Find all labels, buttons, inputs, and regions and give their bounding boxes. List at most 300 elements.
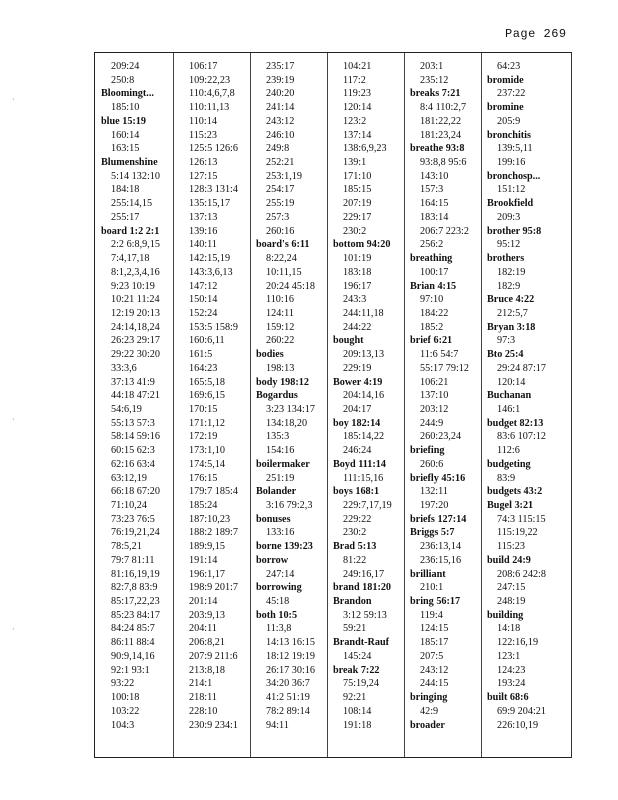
index-reference: 185:2 — [420, 321, 444, 333]
index-headword: bronchosp... — [487, 170, 541, 182]
index-reference: 229:7,17,19 — [343, 500, 392, 511]
index-headword: body 198:12 — [256, 376, 309, 388]
index-reference: 235:17 — [266, 61, 295, 72]
index-reference: 125:5 126:6 — [189, 143, 238, 155]
index-reference: 161:5 — [189, 349, 213, 361]
index-reference: 85:23 84:17 — [111, 609, 160, 621]
index-reference: 76:19,21,24 — [111, 527, 160, 539]
index-reference: 196:1,17 — [189, 568, 225, 580]
index-reference: 104:3 — [111, 719, 135, 731]
index-headword: both 10:5 — [256, 609, 298, 621]
index-reference: 81:16,19,19 — [111, 568, 160, 580]
index-reference: 247:15 — [497, 582, 526, 594]
index-reference: 59:21 — [343, 623, 367, 635]
index-reference: 249:16,17 — [343, 568, 385, 580]
index-headword: briefing — [410, 445, 445, 457]
index-reference: 93:22 — [111, 678, 135, 690]
index-reference: 255:14,15 — [111, 198, 153, 210]
index-reference: 117:2 — [343, 74, 366, 86]
index-reference: 255:17 — [111, 211, 140, 223]
index-headword: Brad 5:13 — [333, 541, 377, 553]
index-reference: 207:19 — [343, 198, 372, 210]
index-reference: 100:18 — [111, 692, 140, 704]
index-headword: bottom 94:20 — [333, 239, 391, 251]
index-reference: 209:13,13 — [343, 349, 385, 361]
index-headword: briefs 127:14 — [410, 513, 467, 525]
index-reference: 165:5,18 — [189, 376, 225, 388]
index-headword: Brandon — [333, 596, 372, 608]
index-reference: 253:1,19 — [266, 170, 302, 182]
index-reference: 60:15 62:3 — [111, 445, 155, 457]
index-reference: 235:12 — [420, 74, 449, 86]
index-reference: 154:16 — [266, 445, 295, 457]
index-headword: bromide — [487, 74, 524, 86]
index-reference: 7:4,17,18 — [111, 253, 150, 265]
index-reference: 143:3,6,13 — [189, 266, 233, 278]
index-reference: 248:19 — [497, 596, 526, 608]
index-headword: Bugel 3:21 — [487, 500, 534, 511]
index-reference: 26:17 30:16 — [266, 664, 315, 676]
index-reference: 185:15 — [343, 184, 372, 196]
page-number: Page 269 — [505, 27, 567, 41]
margin-mark: · — [12, 625, 15, 634]
index-reference: 203:12 — [420, 403, 449, 415]
index-reference: 247:14 — [266, 568, 295, 580]
index-reference: 228:10 — [189, 705, 218, 717]
index-reference: 240:20 — [266, 88, 295, 100]
index-reference: 176:15 — [189, 472, 218, 484]
index-headword: borne 139:23 — [256, 541, 313, 553]
index-reference: 185:17 — [420, 637, 449, 649]
index-reference: 137:10 — [420, 390, 449, 402]
index-headword: built 68:6 — [487, 692, 529, 704]
index-reference: 115:23 — [497, 541, 525, 553]
index-reference: 218:11 — [189, 692, 217, 704]
index-headword: Bto 25:4 — [487, 349, 524, 361]
index-reference: 256:2 — [420, 239, 444, 251]
index-reference: 212:5,7 — [497, 307, 528, 319]
index-reference: 182:9 — [497, 280, 521, 292]
index-reference: 255:19 — [266, 198, 295, 210]
index-reference: 244:9 — [420, 417, 444, 429]
index-reference: 8:4 110:2,7 — [420, 102, 467, 114]
index-reference: 124:23 — [497, 664, 526, 676]
index-reference: 29:24 87:17 — [497, 362, 546, 374]
index-reference: 203:1 — [420, 61, 444, 72]
index-reference: 134:18,20 — [266, 417, 308, 429]
index-reference: 20:24 45:18 — [266, 280, 315, 292]
index-column-2 — [173, 53, 250, 757]
index-reference: 137:14 — [343, 129, 372, 141]
index-reference: 246:24 — [343, 445, 372, 457]
index-reference: 3:23 134:17 — [266, 403, 315, 415]
index-reference: 169:6,15 — [189, 390, 225, 402]
index-reference: 143:10 — [420, 170, 449, 182]
index-headword: Bolander — [256, 486, 297, 498]
index-headword: Boyd 111:14 — [333, 458, 386, 470]
index-column-3 — [250, 53, 327, 757]
index-headword: boy 182:14 — [333, 417, 381, 429]
index-reference: 83:6 107:12 — [497, 431, 546, 443]
index-reference: 92:1 93:1 — [111, 664, 150, 676]
index-reference: 260:22 — [266, 335, 295, 347]
index-headword: boys 168:1 — [333, 486, 380, 498]
index-reference: 123:2 — [343, 115, 367, 127]
index-reference: 100:17 — [420, 266, 449, 278]
index-headword: brother 95:8 — [487, 225, 542, 237]
index-reference: 26:23 29:17 — [111, 335, 160, 347]
index-reference: 184:22 — [420, 307, 449, 319]
index-reference: 93:8,8 95:6 — [420, 157, 467, 169]
index-reference: 243:12 — [266, 115, 295, 127]
index-reference: 119:23 — [343, 88, 371, 100]
index-reference: 249:8 — [266, 143, 290, 155]
index-reference: 181:22,22 — [420, 115, 462, 127]
index-headword: bonuses — [256, 513, 291, 525]
index-reference: 137:13 — [189, 211, 218, 223]
index-reference: 204:11 — [189, 623, 217, 635]
index-reference: 251:19 — [266, 472, 295, 484]
index-reference: 66:18 67:20 — [111, 486, 160, 498]
index-reference: 150:14 — [189, 294, 218, 306]
index-reference: 236:15,16 — [420, 554, 462, 566]
index-reference: 133:16 — [266, 527, 295, 539]
index-reference: 54:6,19 — [111, 403, 142, 415]
index-reference: 122:16,19 — [497, 637, 539, 649]
index-reference: 73:23 76:5 — [111, 513, 155, 525]
index-reference: 151:12 — [497, 184, 526, 196]
index-reference: 229:19 — [343, 362, 372, 374]
index-reference: 147:12 — [189, 280, 218, 292]
index-reference: 160:14 — [111, 129, 140, 141]
index-reference: 120:14 — [497, 376, 526, 388]
index-reference: 197:20 — [420, 500, 449, 511]
index-reference: 189:9,15 — [189, 541, 225, 553]
index-reference: 45:18 — [266, 596, 290, 608]
index-reference: 110:11,13 — [189, 102, 230, 114]
index-reference: 106:21 — [420, 376, 449, 388]
index-reference: 108:14 — [343, 705, 372, 717]
index-reference: 119:4 — [420, 609, 443, 621]
index-reference: 204:14,16 — [343, 390, 385, 402]
index-reference: 97:3 — [497, 335, 516, 347]
index-reference: 74:3 115:15 — [497, 513, 546, 525]
index-reference: 34:20 36:7 — [266, 678, 310, 690]
index-headword: Bryan 3:18 — [487, 321, 536, 333]
index-reference: 110:4,6,7,8 — [189, 88, 235, 100]
index-reference: 95:12 — [497, 239, 521, 251]
index-reference: 109:22,23 — [189, 74, 231, 86]
index-reference: 252:21 — [266, 157, 295, 169]
index-headword: board's 6:11 — [256, 239, 310, 251]
index-reference: 209:3 — [497, 211, 521, 223]
index-reference: 213:8,18 — [189, 664, 225, 676]
index-reference: 111:15,16 — [343, 472, 384, 484]
index-reference: 160:6,11 — [189, 335, 225, 347]
index-reference: 3:16 79:2,3 — [266, 500, 313, 511]
index-headword: break 7:22 — [333, 664, 380, 676]
index-headword: building — [487, 609, 524, 621]
index-headword: brilliant — [410, 568, 446, 580]
index-reference: 196:17 — [343, 280, 372, 292]
index-reference: 157:3 — [420, 184, 444, 196]
index-reference: 184:18 — [111, 184, 140, 196]
index-reference: 37:13 41:9 — [111, 376, 155, 388]
index-reference: 128:3 131:4 — [189, 184, 238, 196]
index-reference: 153:5 158:9 — [189, 321, 238, 333]
index-reference: 142:15,19 — [189, 253, 231, 265]
index-reference: 120:14 — [343, 102, 372, 114]
index-reference: 135:15,17 — [189, 198, 231, 210]
index-reference: 24:14,18,24 — [111, 321, 160, 333]
index-reference: 244:22 — [343, 321, 372, 333]
index-reference: 174:5,14 — [189, 458, 225, 470]
index-reference: 2:2 6:8,9,15 — [111, 239, 160, 251]
index-headword: borrowing — [256, 582, 302, 594]
index-reference: 94:11 — [266, 719, 289, 731]
index-reference: 55:17 79:12 — [420, 362, 469, 374]
index-reference: 115:23 — [189, 129, 217, 141]
index-reference: 210:1 — [420, 582, 444, 594]
index-headword: build 24:9 — [487, 554, 531, 566]
index-reference: 8:22,24 — [266, 253, 297, 265]
index-headword: budgeting — [487, 458, 531, 470]
index-reference: 11:3,8 — [266, 623, 292, 635]
index-reference: 106:17 — [189, 61, 218, 72]
index-headword: brothers — [487, 253, 525, 265]
index-reference: 110:16 — [266, 294, 294, 306]
index-reference: 97:10 — [420, 294, 444, 306]
index-headword: board 1:2 2:1 — [101, 225, 160, 237]
index-reference: 139:16 — [189, 225, 218, 237]
index-reference: 140:11 — [189, 239, 217, 251]
index-headword: blue 15:19 — [101, 115, 146, 127]
index-reference: 241:14 — [266, 102, 295, 114]
index-reference: 101:19 — [343, 253, 372, 265]
index-reference: 257:3 — [266, 211, 290, 223]
index-headword: Brookfield — [487, 198, 534, 210]
index-headword: brand 181:20 — [333, 582, 392, 594]
index-reference: 183:14 — [420, 211, 449, 223]
index-reference: 179:7 185:4 — [189, 486, 238, 498]
index-reference: 14:13 16:15 — [266, 637, 315, 649]
margin-mark: · — [12, 95, 15, 104]
index-reference: 90:9,14,16 — [111, 650, 155, 662]
index-reference: 208:6 242:8 — [497, 568, 546, 580]
index-reference: 205:9 — [497, 115, 521, 127]
index-reference: 203:9,13 — [189, 609, 225, 621]
index-reference: 115:19,22 — [497, 527, 538, 539]
index-reference: 254:17 — [266, 184, 295, 196]
index-reference: 63:12,19 — [111, 472, 147, 484]
index-reference: 250:8 — [111, 74, 135, 86]
index-reference: 58:14 59:16 — [111, 431, 160, 443]
index-reference: 187:10,23 — [189, 513, 231, 525]
index-column-4 — [327, 53, 404, 757]
index-headword: briefly 45:16 — [410, 472, 466, 484]
index-reference: 104:21 — [343, 61, 372, 72]
index-reference: 145:24 — [343, 650, 372, 662]
index-reference: 18:12 19:19 — [266, 650, 315, 662]
index-reference: 191:14 — [189, 554, 218, 566]
index-reference: 193:24 — [497, 678, 526, 690]
index-reference: 207:5 — [420, 650, 444, 662]
index-reference: 207:9 211:6 — [189, 650, 238, 662]
index-headword: bodies — [256, 349, 284, 361]
index-reference: 127:15 — [189, 170, 218, 182]
index-reference: 201:14 — [189, 596, 218, 608]
index-headword: bought — [333, 335, 364, 347]
index-reference: 110:14 — [189, 115, 217, 127]
index-reference: 244:11,18 — [343, 307, 384, 319]
index-reference: 236:13,14 — [420, 541, 462, 553]
index-reference: 230:9 234:1 — [189, 719, 238, 731]
index-reference: 10:21 11:24 — [111, 294, 160, 306]
index-reference: 79:7 81:11 — [111, 554, 155, 566]
index-reference: 172:19 — [189, 431, 218, 443]
index-reference: 237:22 — [497, 88, 526, 100]
index-headword: Bower 4:19 — [333, 376, 383, 388]
index-reference: 135:3 — [266, 431, 290, 443]
index-reference: 191:18 — [343, 719, 372, 731]
index-reference: 182:19 — [497, 266, 526, 278]
index-reference: 230:2 — [343, 527, 367, 539]
index-reference: 185:10 — [111, 102, 140, 114]
index-reference: 260:6 — [420, 458, 444, 470]
index-reference: 171:1,12 — [189, 417, 225, 429]
index-headword: breathe 93:8 — [410, 143, 465, 155]
index-headword: Briggs 5:7 — [410, 527, 455, 539]
index-headword: Bloomingt... — [101, 88, 154, 100]
index-reference: 103:22 — [111, 705, 140, 717]
index-reference: 42:9 — [420, 705, 439, 717]
index-reference: 5:14 132:10 — [111, 170, 160, 182]
index-reference: 181:23,24 — [420, 129, 462, 141]
index-reference: 126:13 — [189, 157, 218, 169]
index-reference: 86:11 88:4 — [111, 637, 155, 649]
index-reference: 244:15 — [420, 678, 449, 690]
index-reference: 209:24 — [111, 61, 140, 72]
index-reference: 11:6 54:7 — [420, 349, 459, 361]
index-reference: 164:15 — [420, 198, 449, 210]
index-reference: 92:21 — [343, 692, 367, 704]
index-reference: 84:24 85:7 — [111, 623, 155, 635]
index-headword: Bruce 4:22 — [487, 294, 535, 306]
index-headword: bring 56:17 — [410, 596, 461, 608]
index-reference: 10:11,15 — [266, 266, 302, 278]
index-reference: 62:16 63:4 — [111, 458, 155, 470]
index-reference: 226:10,19 — [497, 719, 539, 731]
index-reference: 246:10 — [266, 129, 295, 141]
index-reference: 188:2 189:7 — [189, 527, 238, 539]
index-reference: 81:22 — [343, 554, 367, 566]
index-reference: 139:5,11 — [497, 143, 533, 155]
index-reference: 146:1 — [497, 403, 521, 415]
index-headword: boilermaker — [256, 458, 310, 470]
index-reference: 75:19,24 — [343, 678, 379, 690]
index-column-6 — [481, 53, 571, 757]
index-reference: 159:12 — [266, 321, 295, 333]
index-reference: 163:15 — [111, 143, 140, 155]
index-reference: 85:17,22,23 — [111, 596, 160, 608]
margin-mark: · — [12, 415, 15, 424]
index-reference: 44:18 47:21 — [111, 390, 160, 402]
index-reference: 138:6,9,23 — [343, 143, 387, 155]
index-reference: 139:1 — [343, 157, 367, 169]
index-reference: 29:22 30:20 — [111, 349, 160, 361]
index-reference: 199:16 — [497, 157, 526, 169]
index-reference: 78:5,21 — [111, 541, 142, 553]
index-reference: 239:19 — [266, 74, 295, 86]
index-reference: 206:7 223:2 — [420, 225, 469, 237]
index-headword: borrow — [256, 554, 289, 566]
index-reference: 173:1,10 — [189, 445, 225, 457]
index-reference: 229:17 — [343, 211, 372, 223]
index-reference: 41:2 51:19 — [266, 692, 310, 704]
index-headword: Buchanan — [487, 390, 532, 402]
index-reference: 164:23 — [189, 362, 218, 374]
index-reference: 123:1 — [497, 650, 521, 662]
index-reference: 12:19 20:13 — [111, 307, 160, 319]
index-reference: 124:15 — [420, 623, 449, 635]
index-reference: 33:3,6 — [111, 362, 137, 374]
index-reference: 71:10,24 — [111, 500, 147, 511]
index-headword: Bogardus — [256, 390, 298, 402]
index-table — [94, 52, 572, 758]
index-headword: Brandt-Rauf — [333, 637, 390, 649]
index-reference: 206:8,21 — [189, 637, 225, 649]
index-reference: 83:9 — [497, 472, 516, 484]
index-reference: 124:11 — [266, 307, 294, 319]
index-reference: 229:22 — [343, 513, 372, 525]
index-headword: budget 82:13 — [487, 417, 544, 429]
index-headword: breaks 7:21 — [410, 88, 461, 100]
index-reference: 183:18 — [343, 266, 372, 278]
index-reference: 185:14,22 — [343, 431, 385, 443]
index-headword: Blumenshine — [101, 157, 158, 169]
index-reference: 260:16 — [266, 225, 295, 237]
index-reference: 198:13 — [266, 362, 295, 374]
index-reference: 243:12 — [420, 664, 449, 676]
index-reference: 55:13 57:3 — [111, 417, 155, 429]
index-reference: 171:10 — [343, 170, 372, 182]
index-headword: bringing — [410, 692, 448, 704]
index-headword: Brian 4:15 — [410, 280, 457, 292]
index-reference: 69:9 204:21 — [497, 705, 546, 717]
index-reference: 78:2 89:14 — [266, 705, 310, 717]
index-reference: 3:12 59:13 — [343, 609, 387, 621]
index-headword: bronchitis — [487, 129, 531, 141]
index-reference: 9:23 10:19 — [111, 280, 155, 292]
index-reference: 260:23,24 — [420, 431, 462, 443]
index-reference: 132:11 — [420, 486, 448, 498]
index-reference: 170:15 — [189, 403, 218, 415]
index-reference: 204:17 — [343, 403, 372, 415]
index-reference: 8:1,2,3,4,16 — [111, 266, 160, 278]
index-reference: 230:2 — [343, 225, 367, 237]
index-reference: 198:9 201:7 — [189, 582, 238, 594]
index-reference: 214:1 — [189, 678, 213, 690]
index-reference: 152:24 — [189, 307, 218, 319]
index-column-5 — [404, 53, 481, 757]
index-headword: breathing — [410, 253, 453, 265]
index-reference: 82:7,8 83:9 — [111, 582, 158, 594]
index-headword: bromine — [487, 102, 524, 114]
index-reference: 243:3 — [343, 294, 367, 306]
index-reference: 112:6 — [497, 445, 520, 457]
index-reference: 64:23 — [497, 61, 521, 72]
index-reference: 185:24 — [189, 500, 218, 511]
